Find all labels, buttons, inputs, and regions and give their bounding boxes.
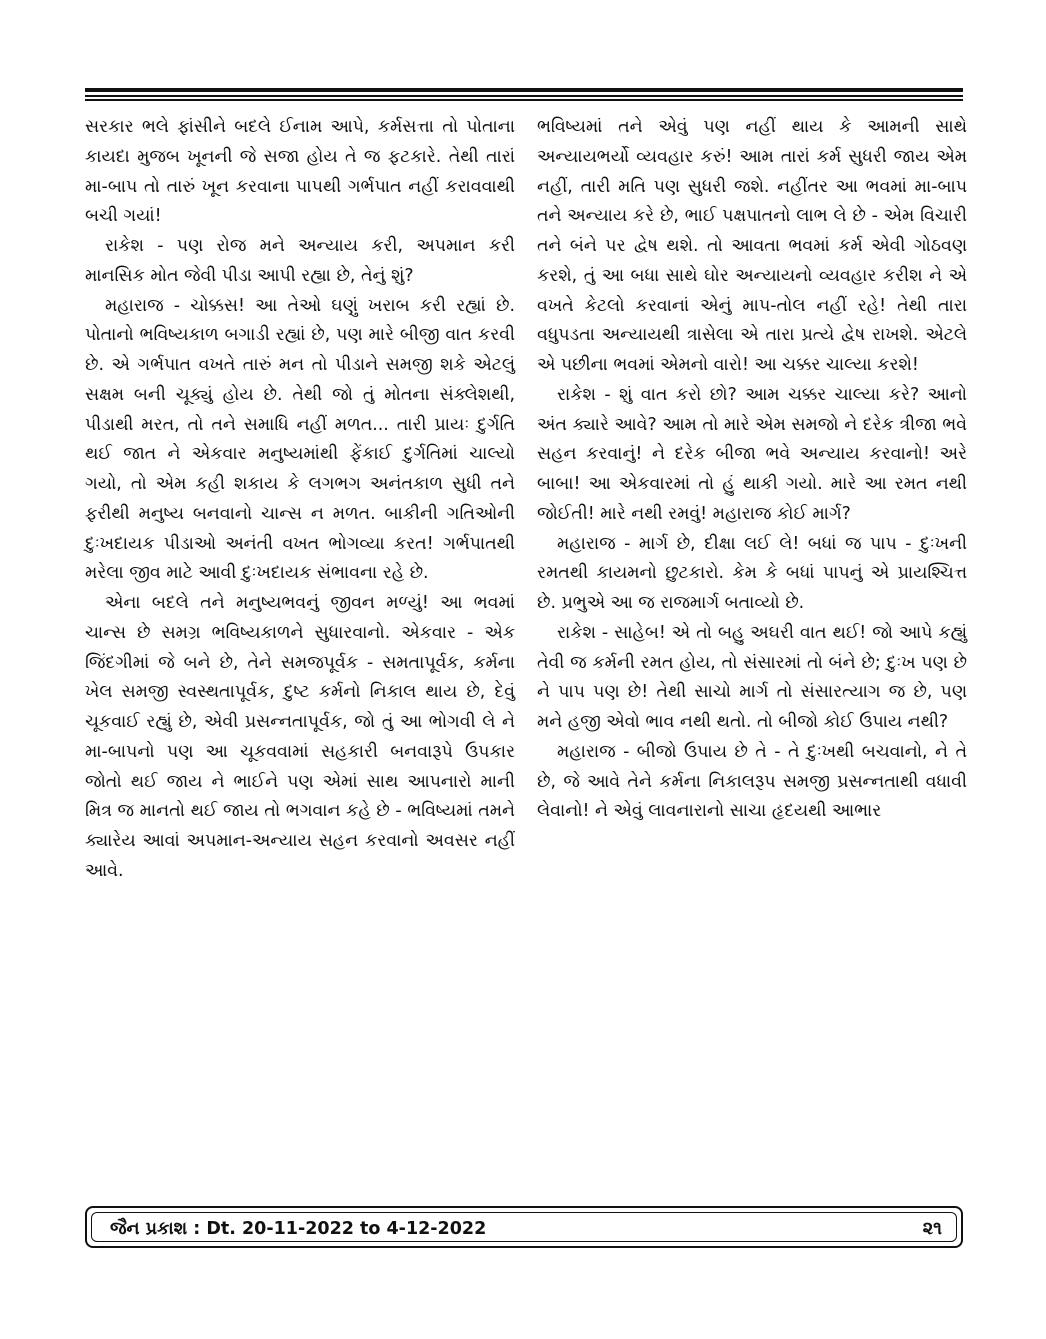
publication-title: જૈન પ્રકાશ : Dt. 20-11-2022 to 4-12-2022 bbox=[110, 1219, 487, 1239]
paragraph: રાકેશ - સાહેબ! એ તો બહુ અઘરી વાત થઈ! જો આપે કહ્યું તેવી જ કર્મની રમત હોય, તો સંસારમાં તો બંને છે; દુઃખ પણ છે ને પાપ પણ છે! તેથી સાચો માર્ગ તો સંસારત્યાગ જ છે, પણ મને હજી એવો ભાવ નથી થતો. તો બીજો કોઈ ઉપાય નથી? bbox=[537, 622, 967, 732]
paragraph: ભવિષ્યમાં તને એવું પણ નહીં થાય કે આમની સાથે અન્યાયભર્યો વ્યવહાર કરું! આમ તારાં કર્મ સુધરી જાય એમ નહીં, તારી મતિ પણ સુધરી જશે. નહીંતર આ ભવમાં મા-બાપ તને અન્યાય કરે છે, ભાઈ પક્ષપાતનો લાભ લે છે - એમ વિચારી તને બંને પર દ્વેષ થશે. તો આવતા ભવમાં કર્મ એવી ગોઠવણ કરશે, તું આ બધા સાથે ઘોર અન્યાયનો વ્યવહાર કરીશ ને એ વખતે કેટલો કરવાનાં એનું માપ-તોલ નહીં રહે! તેથી તારા વધુપડતા અન્યાયથી ત્રાસેલા એ તારા પ્રત્યે દ્વેષ રાખશે. એટલે એ પછીના ભવમાં એમનો વારો! આ ચક્કર ચાલ્યા કરશે! bbox=[537, 117, 967, 375]
paragraph: મહારાજ - માર્ગ છે, દીક્ષા લઈ લે! બધાં જ પાપ - દુઃખની રમતથી કાયમનો છુટકારો. કેમ કે બધાં પાપનું એ પ્રાયશ્ચિત્ત છે. પ્રભુએ આ જ રાજમાર્ગ બતાવ્યો છે. bbox=[537, 533, 967, 613]
paragraph: સરકાર ભલે ફાંસીને બદલે ઈનામ આપે, કર્મસત્તા તો પોતાના કાયદા મુજબ ખૂનની જે સજા હોય તે જ ફટકારે. તેથી તારાં મા-બાપ તો તારું ખૂન કરવાના પાપથી ગર્ભપાત નહીં કરાવવાથી બચી ગયાં! bbox=[85, 117, 515, 227]
paragraph: એના બદલે તને મનુષ્યભવનું જીવન મળ્યું! આ ભવમાં ચાન્સ છે સમગ્ર ભવિષ્યકાળને સુધારવાનો. એકવાર - એક જિંદગીમાં જે બને છે, તેને સમજપૂર્વક - સમતાપૂર્વક, કર્મના ખેલ સમજી સ્વસ્થતાપૂર્વક, દુષ્ટ કર્મનો નિકાલ થાય છે, દેવું ચૂકવાઈ રહ્યું છે, એવી પ્રસન્નતાપૂર્વક, જો તું આ ભોગવી લે ને મા-બાપનો પણ આ ચૂકવવામાં સહકારી બનવારૂપે ઉપકાર જોતો થઈ જાય ને ભાઈને પણ એમાં સાથ આપનારો માની મિત્ર જ માનતો થઈ જાય તો ભગવાન કહે છે - ભવિષ્યમાં તમને ક્યારેય આવાં અપમાન-અન્યાય સહન કરવાનો અવસર નહીં આવે. bbox=[85, 593, 515, 881]
footer-inner-border bbox=[91, 1212, 957, 1242]
page-number: ૨૧ bbox=[922, 1218, 942, 1239]
header-rule-thick bbox=[85, 88, 963, 92]
right-column bbox=[537, 113, 967, 827]
footer-box bbox=[85, 1206, 963, 1248]
paragraph: મહારાજ - બીજો ઉપાય છે તે - તે દુઃખથી બચવાનો, ને તે છે, જે આવે તેને કર્મના નિકાલરૂપ સમજી પ્રસન્નતાથી વધાવી લેવાનો! ને એવું લાવનારાનો સાચા હૃદયથી આભાર bbox=[537, 741, 967, 822]
left-column bbox=[85, 113, 515, 887]
paragraph: રાકેશ - શું વાત કરો છો? આમ ચક્કર ચાલ્યા કરે? આનો અંત ક્યારે આવે? આમ તો મારે એમ સમજો ને દરેક ત્રીજા ભવે સહન કરવાનું! ને દરેક બીજા ભવે અન્યાય કરવાનો! અરે બાબા! આ એકવારમાં તો હું થાકી ગયો. મારે આ રમત નથી જોઈતી! મારે નથી રમવું! મહારાજ કોઈ માર્ગ? bbox=[537, 384, 967, 524]
paragraph: મહારાજ - ચોક્કસ! આ તેઓ ઘણું ખરાબ કરી રહ્યાં છે. પોતાનો ભવિષ્યકાળ બગાડી રહ્યાં છે, પણ મારે બીજી વાત કરવી છે. એ ગર્ભપાત વખતે તારું મન તો પીડાને સમજી શકે એટલું સક્ષમ બની ચૂક્યું હોય છે. તેથી જો તું મોતના સંક્લેશથી, પીડાથી મરત, તો તને સમાધિ નહીં મળત... તારી પ્રાયઃ દુર્ગતિ થઈ જાત ને એકવાર મનુષ્યમાંથી ફેંકાઈ દુર્ગતિમાં ચાલ્યો ગયો, તો એમ કહી શકાય કે લગભગ અનંતકાળ સુધી તને ફરીથી મનુષ્ય બનવાનો ચાન્સ ન મળત. બાકીની ગતિઓની દુઃખદાયક પીડાઓ અનંતી વખત ભોગવ્યા કરત! ગર્ભપાતથી મરેલા જીવ માટે આવી દુઃખદાયક સંભાવના રહે છે. bbox=[85, 295, 515, 584]
header-rule-thin bbox=[85, 95, 963, 97]
paragraph: રાકેશ - પણ રોજ મને અન્યાય કરી, અપમાન કરી માનસિક મોત જેવી પીડા આપી રહ્યા છે, તેનું શું? bbox=[85, 236, 515, 286]
header-rule-thin-lower bbox=[85, 99, 963, 101]
